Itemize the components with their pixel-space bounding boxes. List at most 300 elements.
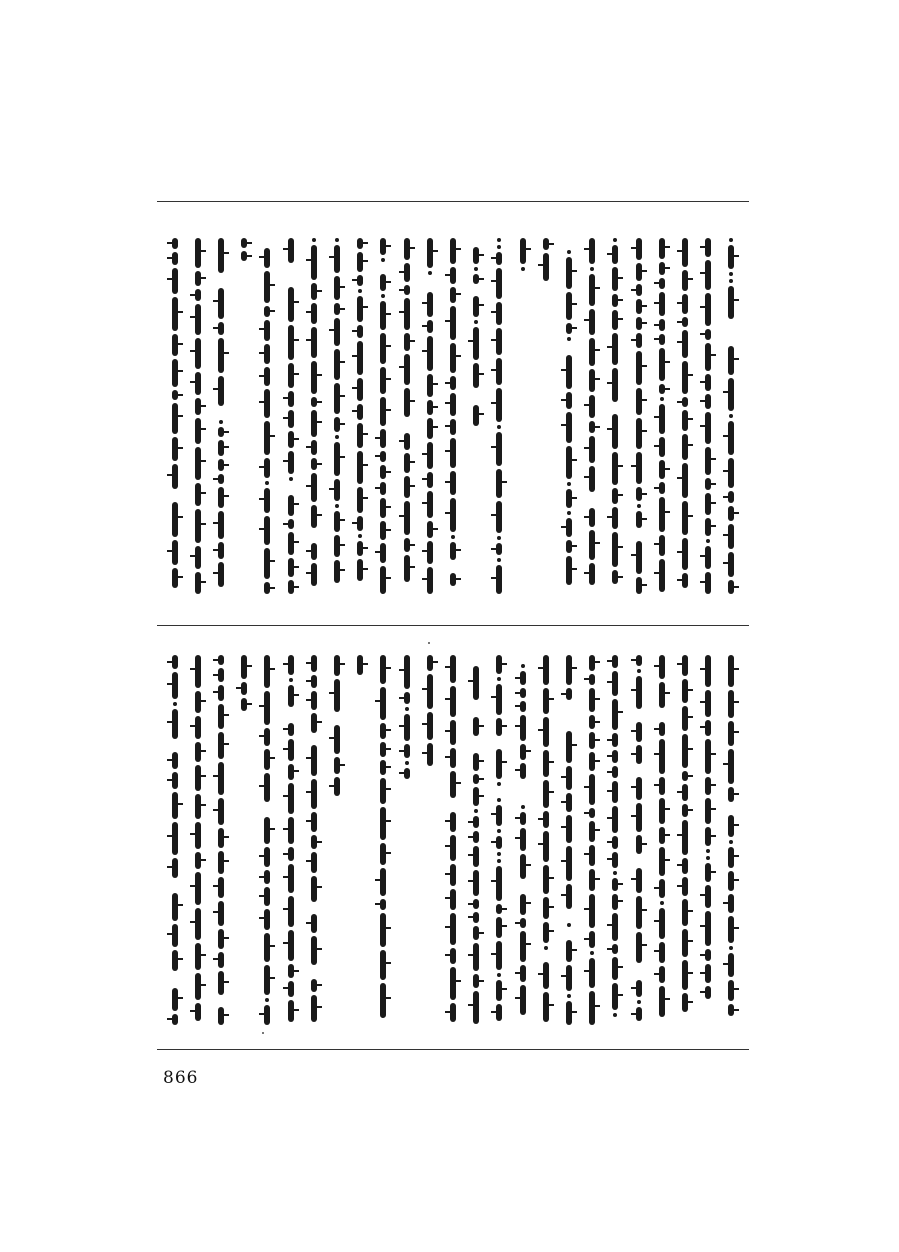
script-stroke (311, 779, 317, 809)
script-stroke (218, 851, 224, 874)
script-stroke (612, 294, 618, 307)
script-stroke (566, 518, 572, 537)
text-column (631, 655, 647, 1024)
script-stroke (497, 782, 501, 786)
script-stroke (380, 429, 386, 448)
text-column (422, 238, 438, 597)
script-stroke (521, 805, 525, 809)
script-stroke (450, 438, 456, 468)
script-stroke (218, 459, 224, 471)
script-stroke (218, 971, 224, 995)
script-stroke (380, 983, 386, 1018)
script-stroke (334, 757, 340, 774)
script-stroke (311, 979, 317, 992)
script-stroke (566, 930, 572, 937)
script-stroke (543, 922, 549, 943)
script-stroke (637, 504, 641, 508)
script-stroke (520, 882, 526, 891)
script-stroke (195, 852, 201, 869)
script-stroke (636, 333, 642, 348)
script-stroke (264, 870, 270, 884)
script-stroke (521, 664, 525, 668)
script-stroke (172, 772, 178, 789)
script-stroke (521, 267, 525, 271)
script-stroke (497, 536, 501, 540)
script-stroke (289, 678, 293, 682)
text-column (306, 655, 322, 1025)
script-stroke (264, 488, 270, 513)
script-stroke (450, 376, 456, 390)
script-stroke (473, 870, 479, 896)
script-stroke (637, 669, 641, 673)
script-stroke (311, 968, 317, 976)
text-column (700, 655, 716, 1015)
script-stroke (728, 980, 734, 1001)
text-column (491, 238, 507, 597)
text-column (167, 655, 183, 1028)
script-stroke (520, 671, 526, 685)
script-stroke (473, 912, 479, 923)
script-stroke (496, 388, 502, 422)
text-column (259, 238, 275, 597)
script-stroke (729, 238, 733, 242)
script-stroke (612, 852, 618, 868)
script-stroke (311, 745, 317, 776)
script-stroke (264, 728, 270, 746)
script-stroke (218, 704, 224, 729)
script-stroke (427, 712, 433, 740)
script-stroke (195, 691, 201, 713)
script-stroke (380, 238, 386, 255)
script-stroke (172, 792, 178, 819)
text-column (236, 655, 252, 714)
script-stroke (543, 688, 549, 714)
script-stroke (589, 309, 595, 335)
script-stroke (357, 325, 363, 338)
script-stroke (450, 948, 456, 964)
script-stroke (705, 964, 711, 983)
script-stroke (589, 958, 595, 988)
script-stroke (427, 238, 433, 268)
script-stroke (473, 238, 479, 244)
script-stroke (496, 866, 502, 901)
script-stroke (728, 286, 734, 319)
script-stroke (659, 384, 665, 394)
script-stroke (450, 889, 456, 910)
text-column (654, 238, 670, 595)
script-stroke (612, 333, 618, 365)
script-stroke (566, 766, 572, 790)
script-stroke (311, 245, 317, 280)
script-stroke (450, 748, 456, 768)
script-stroke (612, 655, 618, 668)
text-column (445, 238, 461, 589)
script-stroke (218, 474, 224, 484)
script-stroke (497, 852, 501, 856)
script-stroke (705, 655, 711, 687)
script-stroke (612, 957, 618, 980)
script-stroke (172, 334, 178, 356)
script-stroke (497, 798, 501, 802)
text-column (375, 238, 391, 597)
script-stroke (705, 572, 711, 594)
script-stroke (566, 556, 572, 585)
text-column (375, 655, 391, 1021)
script-stroke (404, 453, 410, 473)
text-column (584, 655, 600, 1028)
script-stroke (496, 904, 502, 914)
text-column (468, 238, 484, 429)
text-column (723, 655, 739, 1019)
script-stroke (264, 238, 270, 245)
script-stroke (682, 434, 688, 460)
script-stroke (218, 685, 224, 701)
script-stroke (404, 298, 410, 330)
script-stroke (264, 248, 270, 268)
script-stroke (520, 782, 526, 792)
script-stroke (682, 463, 688, 498)
script-stroke (357, 655, 363, 675)
script-stroke (543, 780, 549, 808)
script-stroke (264, 421, 270, 455)
script-stroke (195, 908, 201, 940)
script-stroke (473, 846, 479, 867)
script-stroke (566, 912, 572, 920)
script-stroke (288, 964, 294, 978)
script-stroke (380, 265, 386, 271)
text-column (538, 238, 554, 284)
script-stroke (496, 684, 502, 715)
script-stroke (496, 268, 502, 299)
text-column (329, 655, 345, 799)
script-stroke (705, 478, 711, 490)
script-stroke (728, 721, 734, 746)
script-stroke (566, 731, 572, 763)
script-stroke (195, 372, 201, 395)
script-stroke (288, 896, 294, 927)
script-stroke (589, 238, 595, 264)
script-stroke (497, 558, 501, 562)
text-column (167, 238, 183, 591)
script-stroke (334, 245, 340, 273)
script-stroke (427, 521, 433, 538)
script-stroke (566, 940, 572, 962)
script-stroke (612, 671, 618, 696)
script-stroke (659, 497, 665, 532)
script-stroke (589, 688, 595, 712)
script-stroke (636, 531, 642, 538)
script-stroke (195, 716, 201, 739)
script-stroke (612, 405, 618, 411)
script-stroke (311, 303, 317, 324)
script-stroke (427, 743, 433, 766)
script-stroke (450, 306, 456, 340)
script-stroke (241, 251, 247, 261)
script-stroke (636, 777, 642, 800)
lower-text-block (163, 655, 743, 1025)
script-stroke (404, 285, 410, 295)
top-rule (157, 201, 749, 202)
script-stroke (636, 980, 642, 997)
script-stroke (264, 847, 270, 867)
script-stroke (473, 655, 479, 663)
script-stroke (311, 876, 317, 902)
script-stroke (659, 559, 665, 592)
script-stroke (172, 238, 178, 249)
script-stroke (728, 815, 734, 837)
script-stroke (450, 393, 456, 416)
text-column (607, 655, 623, 1020)
script-stroke (612, 733, 618, 747)
script-stroke (288, 558, 294, 577)
script-stroke (728, 346, 734, 375)
script-stroke (636, 712, 642, 719)
script-stroke (288, 484, 294, 492)
text-column (538, 655, 554, 1025)
script-stroke (682, 238, 688, 267)
script-stroke (381, 258, 385, 262)
script-stroke (496, 655, 502, 674)
script-stroke (520, 238, 526, 264)
script-stroke (520, 894, 526, 915)
script-stroke (566, 1001, 572, 1025)
script-stroke (172, 268, 178, 294)
script-stroke (636, 655, 642, 666)
script-stroke (380, 451, 386, 462)
script-stroke (589, 845, 595, 866)
script-stroke (172, 924, 178, 947)
script-stroke (334, 535, 340, 557)
script-stroke (380, 482, 386, 495)
script-stroke (288, 266, 294, 275)
script-stroke (520, 688, 526, 698)
script-stroke (195, 973, 201, 1000)
script-stroke (427, 278, 433, 289)
script-stroke (404, 555, 410, 582)
script-stroke (543, 962, 549, 989)
script-stroke (404, 501, 410, 535)
script-stroke (264, 548, 270, 579)
script-stroke (496, 739, 502, 746)
script-stroke (380, 742, 386, 757)
script-stroke (612, 570, 618, 584)
script-stroke (659, 348, 665, 381)
script-stroke (334, 655, 340, 676)
script-stroke (473, 247, 479, 264)
script-stroke (473, 899, 479, 909)
script-stroke (334, 715, 340, 722)
script-stroke (636, 284, 642, 296)
script-stroke (589, 436, 595, 463)
script-stroke (380, 899, 386, 910)
script-stroke (264, 691, 270, 725)
script-stroke (404, 692, 410, 704)
script-stroke (473, 287, 479, 293)
script-stroke (264, 320, 270, 341)
script-stroke (636, 487, 642, 501)
script-stroke (705, 690, 711, 717)
script-stroke (659, 847, 665, 876)
script-stroke (311, 905, 317, 911)
script-stroke (705, 986, 711, 999)
script-stroke (218, 732, 224, 759)
script-stroke (613, 871, 617, 875)
script-stroke (380, 868, 386, 896)
script-stroke (682, 330, 688, 358)
script-stroke (311, 327, 317, 358)
print-speck (262, 1032, 264, 1034)
script-stroke (357, 275, 363, 286)
script-stroke (427, 674, 433, 709)
script-stroke (636, 238, 642, 260)
script-stroke (473, 943, 479, 971)
script-stroke (682, 858, 688, 874)
script-stroke (706, 849, 710, 853)
script-stroke (636, 263, 642, 281)
script-stroke (195, 398, 201, 415)
script-stroke (520, 795, 526, 802)
script-stroke (334, 318, 340, 346)
script-stroke (729, 840, 733, 844)
script-stroke (264, 582, 270, 594)
script-stroke (357, 487, 363, 513)
script-stroke (172, 390, 178, 400)
script-stroke (311, 440, 317, 455)
script-stroke (728, 805, 734, 812)
text-column (677, 238, 693, 591)
script-stroke (288, 278, 294, 284)
script-stroke (682, 270, 688, 291)
script-stroke (544, 946, 548, 950)
script-stroke (659, 722, 665, 736)
script-stroke (380, 913, 386, 947)
script-stroke (474, 809, 478, 813)
script-stroke (566, 392, 572, 409)
text-column (259, 655, 275, 1028)
script-stroke (636, 1007, 642, 1021)
script-stroke (450, 655, 456, 683)
script-stroke (473, 274, 479, 284)
script-stroke (474, 267, 478, 271)
script-stroke (589, 395, 595, 418)
script-stroke (520, 931, 526, 962)
script-stroke (218, 440, 224, 456)
script-stroke (311, 995, 317, 1022)
script-stroke (311, 713, 317, 733)
script-stroke (473, 787, 479, 806)
text-column (561, 655, 577, 1028)
text-column (561, 238, 577, 588)
script-stroke (567, 337, 571, 341)
script-stroke (428, 271, 432, 275)
script-stroke (218, 511, 224, 539)
script-stroke (612, 766, 618, 778)
script-stroke (682, 410, 688, 431)
script-stroke (311, 736, 317, 742)
script-stroke (404, 238, 410, 260)
script-stroke (172, 672, 178, 699)
script-stroke (334, 442, 340, 476)
script-stroke (659, 437, 665, 457)
script-stroke (520, 854, 526, 879)
script-stroke (682, 538, 688, 570)
script-stroke (496, 432, 502, 466)
script-stroke (520, 655, 526, 661)
script-stroke (473, 991, 479, 1024)
script-stroke (566, 793, 572, 812)
script-stroke (264, 805, 270, 814)
script-stroke (450, 563, 456, 570)
script-stroke (706, 539, 710, 543)
script-stroke (218, 562, 224, 587)
script-stroke (358, 289, 362, 293)
script-stroke (218, 668, 224, 682)
bottom-rule (157, 1049, 749, 1050)
script-stroke (566, 846, 572, 881)
script-stroke (589, 808, 595, 818)
script-stroke (172, 709, 178, 739)
script-stroke (566, 257, 572, 289)
script-stroke (450, 573, 456, 586)
script-stroke (172, 988, 178, 1011)
script-stroke (380, 807, 386, 840)
script-stroke (218, 542, 224, 559)
script-stroke (427, 400, 433, 415)
script-stroke (705, 447, 711, 475)
script-stroke (357, 238, 363, 249)
script-stroke (405, 761, 409, 765)
script-stroke (450, 812, 456, 832)
script-stroke (566, 717, 572, 728)
script-stroke (589, 821, 595, 842)
script-stroke (728, 787, 734, 802)
script-stroke (311, 835, 317, 849)
script-stroke (264, 655, 270, 688)
script-stroke (288, 864, 294, 893)
script-stroke (288, 238, 294, 263)
script-stroke (288, 981, 294, 997)
script-stroke (265, 481, 269, 485)
script-stroke (288, 287, 294, 322)
script-stroke (636, 932, 642, 963)
script-stroke (357, 252, 363, 272)
script-stroke (659, 292, 665, 316)
script-stroke (589, 274, 595, 306)
script-stroke (612, 913, 618, 941)
script-stroke (288, 410, 294, 428)
script-stroke (172, 492, 178, 499)
script-stroke (311, 812, 317, 832)
script-stroke (566, 655, 572, 685)
script-stroke (404, 714, 410, 741)
script-stroke (566, 446, 572, 479)
script-stroke (636, 896, 642, 929)
script-stroke (264, 389, 270, 418)
script-stroke (334, 511, 340, 532)
script-stroke (496, 302, 502, 325)
script-stroke (264, 1005, 270, 1025)
script-stroke (728, 953, 734, 977)
script-stroke (473, 296, 479, 317)
script-stroke (264, 773, 270, 802)
script-stroke (450, 287, 456, 303)
script-stroke (705, 412, 711, 444)
script-stroke (311, 914, 317, 933)
script-stroke (427, 541, 433, 564)
script-stroke (474, 320, 478, 324)
script-stroke (496, 252, 502, 265)
script-stroke (682, 877, 688, 896)
